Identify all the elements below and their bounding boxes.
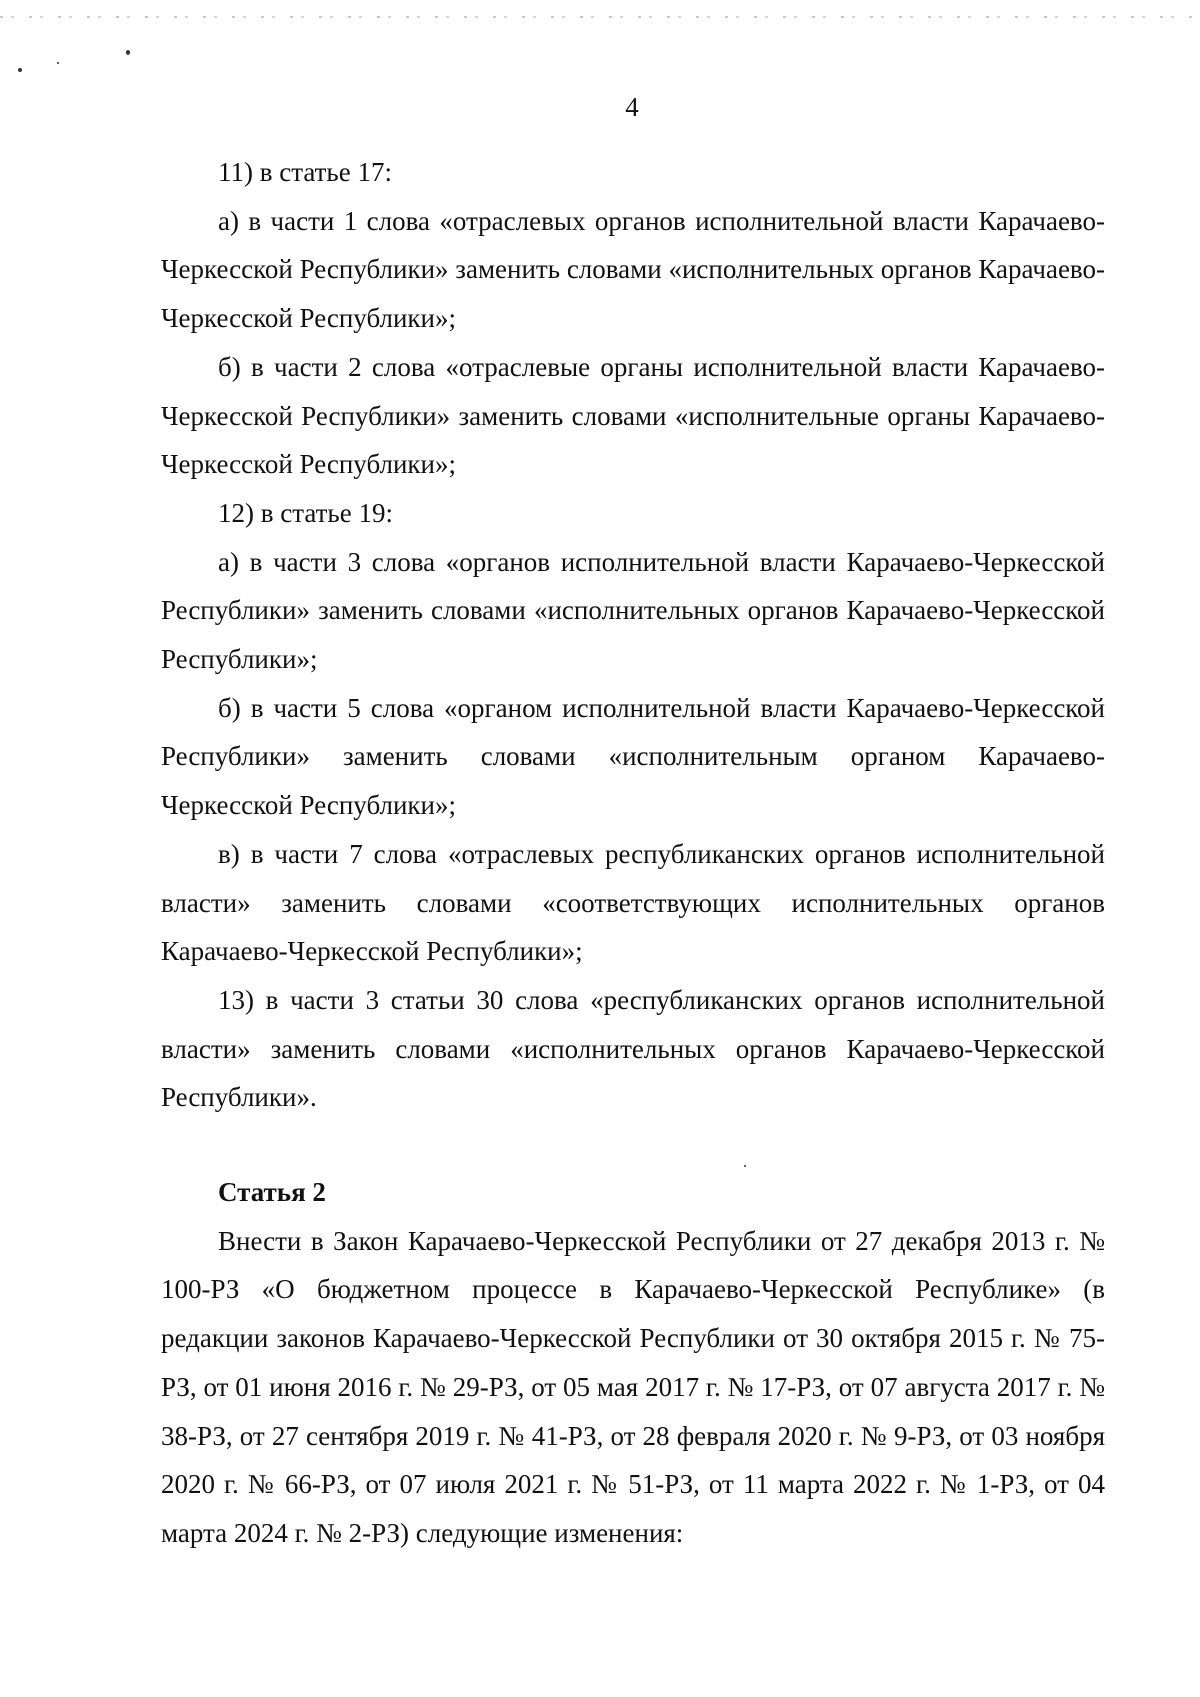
paragraph: а) в части 1 слова «отраслевых органов исполнительной власти Карачаево-Черкесской Республики» заменить словами «исполнительных органов Карачаево-Черкесской Республики»; [161,205,1105,334]
paragraph: 12) в статье 19: [218,497,393,528]
document-body [161,148,1105,1558]
paragraph: а) в части 3 слова «органов исполнительной власти Карачаево-Черкесской Республики» заменить словами «исполнительных органов Карачаево-Черкесской Республики»; [161,546,1105,675]
scan-artifact-line [0,16,1200,18]
page-number: 4 [625,92,639,122]
paragraph: 11) в статье 17: [218,157,392,187]
paragraph: 13) в части 3 статьи 30 слова «республиканских органов исполнительной власти» заменить словами «исполнительных органов Карачаево-Черкесской Республики». [161,984,1105,1113]
paragraph: б) в части 5 слова «органом исполнительной власти Карачаево-Черкесской Республики» заменить словами «исполнительным органом Карачаево-Черкесской Республики»; [161,692,1105,821]
scan-speck [18,68,22,72]
article-heading: Статья 2 [218,1177,326,1208]
paragraph: Внести в Закон Карачаево-Черкесской Республики от 27 декабря 2013 г. № 100-РЗ «О бюджетном процессе в Карачаево-Черкесской Республике» (в редакции законов Карачаево-Черкесской Республики от 30 октября 2015 г. № 75-РЗ, от 01 июня 2016 г. № 29-РЗ, от 05 мая 2017 г. № 17-РЗ, от 07 августа 2017 г. № 38-РЗ, от 27 сентября 2019 г. № 41-РЗ, от 28 февраля 2020 г. № 9-РЗ, от 03 ноября 2020 г. № 66-РЗ, от 07 июля 2021 г. № 51-РЗ, от 11 марта 2022 г. № 1-РЗ, от 04 марта 2024 г. № 2-РЗ) следующие изменения: [161,1225,1105,1548]
scan-speck [126,50,130,55]
paragraph: в) в части 7 слова «отраслевых республиканских органов исполнительной власти» заменить словами «соответствующих исполнительных органов Карачаево-Черкесской Республики»; [161,838,1105,967]
scan-speck [57,62,59,64]
paragraph: б) в части 2 слова «отраслевые органы исполнительной власти Карачаево-Черкесской Республики» заменить словами «исполнительные органы Карачаево-Черкесской Республики»; [161,351,1105,480]
